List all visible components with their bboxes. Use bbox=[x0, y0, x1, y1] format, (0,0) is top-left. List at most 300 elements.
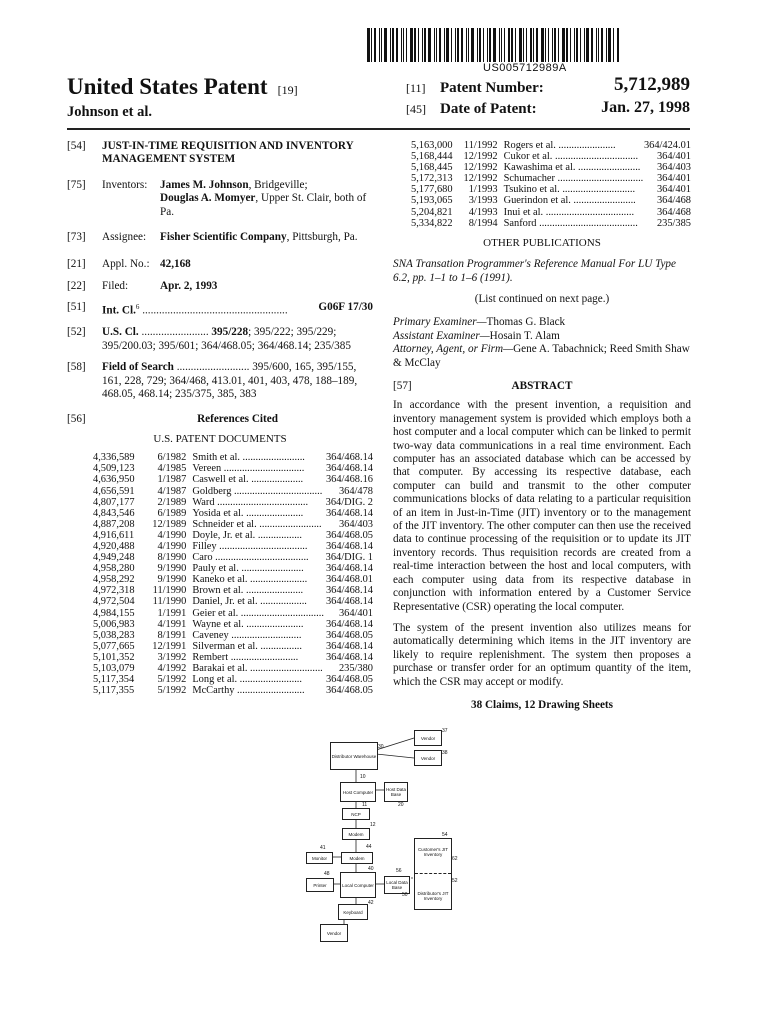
reference-name: Rembert .......................... bbox=[192, 651, 299, 663]
reference-class: 364/468.14 bbox=[325, 618, 373, 630]
barcode-bar bbox=[511, 28, 513, 62]
abstract-paragraph-1: In accordance with the present invention, a requisition and inventory management system is provided which employs both a host computer and a local computer which can be linked to permit two-way data communications in a real time environment. Each computer has an associated database which can be accessed by that computer. By accessing its respective database, each computer can build and transmit to the other computer communications blocks of data relating to a particular requisition of an item in Just-in-Time (JIT) inventory or to the management of the JIT inventory. The other computer can then use the received data to continue processing of the requisition or to update its JIT inventory records. Thus requisition records are created from a real-time interaction between the host and local computers, with each computer using data from its respective database in conjunction with information entered by a Customer Service Representative (CSR) operating the local computer. bbox=[393, 399, 691, 613]
examiners bbox=[393, 316, 691, 370]
reference-date: 1/1991 bbox=[157, 607, 187, 619]
barcode-bar bbox=[574, 28, 575, 62]
reference-row bbox=[93, 663, 373, 674]
barcode-bar bbox=[422, 28, 423, 62]
barcode-bar bbox=[576, 28, 578, 62]
barcode-bar bbox=[584, 28, 585, 62]
reference-name: Vereen ............................... bbox=[192, 463, 305, 475]
ref-numeral: 37 bbox=[442, 728, 448, 734]
primary-examiner: Thomas G. Black bbox=[486, 316, 566, 329]
barcode-bar bbox=[598, 28, 599, 62]
reference-name: Yosida et al. ...................... bbox=[192, 507, 304, 519]
int-cl-value bbox=[102, 301, 373, 318]
reference-row bbox=[411, 173, 691, 184]
barcode-bar bbox=[434, 28, 435, 62]
vendor-box-top: Vendor bbox=[414, 730, 442, 746]
field-tag: [21] bbox=[67, 258, 86, 271]
distributor-warehouse-box: Distributor Warehouse bbox=[330, 742, 378, 770]
reference-row bbox=[411, 195, 691, 206]
reference-number: 4,972,318 bbox=[93, 585, 135, 597]
reference-number: 4,984,155 bbox=[93, 607, 135, 619]
link-warehouse-vendor-mid bbox=[376, 754, 414, 758]
reference-name: Guerindon et al. ........................ bbox=[503, 195, 636, 207]
reference-class: 364/468.14 bbox=[325, 563, 373, 575]
assignee-label: Assignee: bbox=[102, 231, 147, 244]
ref-numeral: 54 bbox=[442, 832, 448, 838]
field-tag: [73] bbox=[67, 231, 86, 244]
barcode-bar bbox=[428, 28, 431, 62]
barcode-bar bbox=[374, 28, 376, 62]
barcode-bar bbox=[533, 28, 534, 62]
reference-date: 6/1989 bbox=[157, 507, 187, 519]
barcode-bar bbox=[552, 28, 553, 62]
local-database-box: Local Data Base bbox=[384, 876, 410, 894]
reference-number: 4,958,292 bbox=[93, 574, 135, 586]
host-computer-box: Host Computer bbox=[340, 782, 376, 802]
reference-name: Smith et al. ........................ bbox=[192, 452, 305, 464]
barcode-bar bbox=[477, 28, 478, 62]
reference-class: 364/468.05 bbox=[325, 674, 373, 686]
barcode-bar bbox=[508, 28, 510, 62]
barcode-bar bbox=[530, 28, 532, 62]
barcode-bar bbox=[562, 28, 565, 62]
barcode-bar bbox=[367, 28, 370, 62]
modem-upper-box: Modem bbox=[342, 828, 370, 840]
reference-number: 5,172,313 bbox=[411, 173, 453, 185]
us-cl-value bbox=[102, 326, 373, 353]
barcode-bar bbox=[570, 28, 571, 62]
document-title bbox=[67, 74, 298, 100]
distributor-jit-label: Distributor's JIT Inventory bbox=[417, 890, 449, 901]
assignee-loc: , Pittsburgh, Pa. bbox=[286, 231, 358, 244]
barcode-bar bbox=[390, 28, 391, 62]
assignee-field bbox=[67, 231, 373, 244]
barcode-bar bbox=[545, 28, 546, 62]
reference-class: 364/478 bbox=[338, 485, 373, 497]
barcode-bar bbox=[499, 28, 500, 62]
field-tag: [56] bbox=[67, 413, 86, 426]
reference-number: 5,117,354 bbox=[93, 674, 135, 686]
reference-number: 5,168,445 bbox=[411, 162, 453, 174]
reference-row bbox=[93, 619, 373, 630]
ref-numeral: 44 bbox=[366, 844, 372, 850]
reference-name: McCarthy .......................... bbox=[192, 685, 305, 697]
reference-date: 1/1993 bbox=[468, 184, 498, 196]
reference-date: 1/1987 bbox=[157, 474, 187, 486]
reference-row bbox=[411, 140, 691, 151]
ref-numeral: 12 bbox=[370, 822, 376, 828]
barcode-bar bbox=[493, 28, 496, 62]
reference-row bbox=[93, 452, 373, 463]
reference-number: 5,204,821 bbox=[411, 206, 453, 218]
inventor-1-loc: , Bridgeville; bbox=[248, 178, 308, 191]
attorney-line bbox=[393, 343, 691, 370]
reference-row bbox=[93, 519, 373, 530]
reference-date: 5/1992 bbox=[157, 674, 187, 686]
ref-numeral: 56 bbox=[396, 868, 402, 874]
barcode-bar bbox=[439, 28, 441, 62]
reference-number: 4,807,177 bbox=[93, 496, 135, 508]
reference-class: 364/401 bbox=[656, 173, 691, 185]
attorney-label: Attorney, Agent, or Firm— bbox=[393, 343, 514, 356]
reference-name: Kawashima et al. ........................ bbox=[503, 162, 641, 174]
inventor-2: Douglas A. Momyer bbox=[160, 192, 256, 205]
filed-field bbox=[67, 280, 373, 293]
barcode-bar bbox=[566, 28, 568, 62]
other-pubs-title: OTHER PUBLICATIONS bbox=[483, 236, 601, 249]
reference-name: Schumacher ................................. bbox=[503, 173, 644, 185]
barcode-bar bbox=[558, 28, 559, 62]
reference-row bbox=[93, 608, 373, 619]
reference-row bbox=[93, 685, 373, 696]
barcode-bar bbox=[471, 28, 474, 62]
ref-numeral: 38 bbox=[442, 750, 448, 756]
reference-row bbox=[93, 497, 373, 508]
ref-numeral: 42 bbox=[368, 900, 374, 906]
claims-count: 38 Claims, 12 Drawing Sheets bbox=[470, 698, 614, 711]
reference-date: 12/1992 bbox=[463, 162, 498, 174]
reference-class: 364/468.05 bbox=[325, 629, 373, 641]
us-cl-label: U.S. Cl. bbox=[102, 326, 139, 339]
barcode-bar bbox=[414, 28, 416, 62]
ref-numeral: 62 bbox=[452, 856, 458, 862]
ref-numeral: 30 bbox=[378, 744, 384, 750]
reference-number: 5,103,079 bbox=[93, 663, 135, 675]
reference-row bbox=[93, 541, 373, 552]
reference-number: 4,843,546 bbox=[93, 507, 135, 519]
barcode-bar bbox=[444, 28, 445, 62]
patent-number-line bbox=[406, 80, 544, 97]
patent-number-tag: [11] bbox=[406, 81, 426, 95]
reference-row bbox=[411, 151, 691, 162]
barcode-bar bbox=[554, 28, 556, 62]
ref-numeral: 48 bbox=[324, 871, 330, 877]
barcode-bar bbox=[489, 28, 491, 62]
field-tag: [52] bbox=[67, 326, 86, 339]
front-page-drawing bbox=[296, 728, 468, 948]
reference-date: 11/1992 bbox=[463, 140, 498, 151]
reference-date: 8/1994 bbox=[468, 217, 498, 229]
barcode-bar bbox=[384, 28, 387, 62]
reference-row bbox=[93, 574, 373, 585]
ref-numeral: 11 bbox=[362, 802, 368, 808]
reference-number: 5,117,355 bbox=[93, 685, 135, 697]
barcode-bar bbox=[526, 28, 527, 62]
patent-number-label: Patent Number: bbox=[440, 80, 544, 96]
reference-date: 3/1993 bbox=[468, 195, 498, 207]
ref-numeral: 50 bbox=[402, 892, 408, 898]
reference-number: 4,949,248 bbox=[93, 552, 135, 564]
barcode-bar bbox=[613, 28, 614, 62]
continued-references-table bbox=[411, 140, 691, 229]
reference-name: Doyle, Jr. et al. ................. bbox=[192, 529, 302, 541]
reference-date: 4/1990 bbox=[157, 540, 187, 552]
assistant-examiner-line bbox=[393, 330, 691, 343]
appl-no-field bbox=[67, 258, 373, 271]
reference-date: 12/1992 bbox=[463, 173, 498, 185]
reference-name: Wayne et al. ...................... bbox=[192, 618, 304, 630]
assignee-value bbox=[160, 231, 373, 244]
barcode bbox=[367, 28, 691, 62]
reference-class: 364/468 bbox=[656, 195, 691, 207]
reference-name: Goldberg .................................. bbox=[192, 485, 323, 497]
reference-row bbox=[411, 207, 691, 218]
reference-row bbox=[411, 184, 691, 195]
barcode-bar bbox=[479, 28, 481, 62]
reference-number: 4,972,504 bbox=[93, 596, 135, 608]
ref-numeral: 10 bbox=[360, 774, 366, 780]
barcode-bar bbox=[487, 28, 488, 62]
reference-name: Caro .................................... bbox=[192, 552, 309, 564]
date-label: Date of Patent: bbox=[440, 101, 537, 117]
barcode-bar bbox=[601, 28, 603, 62]
reference-class: 364/468.14 bbox=[325, 507, 373, 519]
barcode-bar bbox=[461, 28, 463, 62]
reference-date: 8/1990 bbox=[157, 552, 187, 564]
reference-class: 364/468.14 bbox=[325, 585, 373, 597]
reference-number: 4,636,950 bbox=[93, 474, 135, 486]
assistant-examiner: Hosain T. Alam bbox=[489, 329, 560, 342]
reference-class: 364/DIG. 1 bbox=[325, 552, 373, 564]
barcode-bar bbox=[515, 28, 516, 62]
reference-date: 12/1989 bbox=[152, 518, 187, 530]
ref-numeral: 20 bbox=[398, 802, 404, 808]
us-references-table bbox=[93, 452, 373, 696]
ncp-box: NCP bbox=[342, 808, 370, 820]
abstract bbox=[393, 399, 691, 689]
reference-number: 4,887,208 bbox=[93, 518, 135, 530]
barcode-bar bbox=[580, 28, 581, 62]
reference-row bbox=[93, 486, 373, 497]
barcode-bar bbox=[501, 28, 502, 62]
reference-date: 9/1990 bbox=[157, 563, 187, 575]
reference-number: 4,958,280 bbox=[93, 563, 135, 575]
barcode-bar bbox=[403, 28, 404, 62]
reference-class: 364/468.16 bbox=[325, 474, 373, 486]
jit-inventory-box bbox=[414, 838, 452, 910]
field-tag: [22] bbox=[67, 279, 86, 292]
barcode-bar bbox=[596, 28, 597, 62]
reference-number: 4,509,123 bbox=[93, 463, 135, 475]
reference-date: 4/1987 bbox=[157, 485, 187, 497]
reference-name: Silverman et al. ................ bbox=[192, 640, 302, 652]
barcode-bar bbox=[379, 28, 380, 62]
reference-class: 235/385 bbox=[656, 217, 691, 229]
reference-date: 4/1990 bbox=[157, 529, 187, 541]
filed-value: Apr. 2, 1993 bbox=[160, 279, 218, 292]
barcode-bar bbox=[523, 28, 524, 62]
barcode-bar bbox=[519, 28, 522, 62]
reference-number: 4,656,591 bbox=[93, 485, 135, 497]
jit-divider bbox=[415, 873, 451, 874]
patent-number: 5,712,989 bbox=[614, 74, 690, 95]
reference-row bbox=[93, 552, 373, 563]
local-computer-box: Local Computer bbox=[340, 872, 376, 898]
reference-number: 5,101,352 bbox=[93, 651, 135, 663]
reference-name: Cukor et al. ................................ bbox=[503, 151, 639, 163]
modem-lower-box: Modem bbox=[341, 852, 373, 864]
reference-row bbox=[93, 674, 373, 685]
barcode-bar bbox=[541, 28, 544, 62]
customer-jit-label: Customer's JIT Inventory bbox=[417, 847, 449, 858]
reference-number: 5,006,983 bbox=[93, 618, 135, 630]
reference-number: 5,163,000 bbox=[411, 140, 453, 151]
field-tag: [51] bbox=[67, 301, 86, 314]
reference-row bbox=[93, 474, 373, 485]
appl-value: 42,168 bbox=[160, 258, 191, 271]
barcode-bar bbox=[606, 28, 607, 62]
refs-field bbox=[67, 413, 373, 426]
barcode-bar bbox=[392, 28, 394, 62]
appl-label: Appl. No.: bbox=[102, 258, 150, 271]
reference-row bbox=[93, 652, 373, 663]
printer-box: Printer bbox=[306, 878, 334, 892]
reference-number: 4,916,611 bbox=[93, 529, 135, 541]
ref-numeral: 41 bbox=[320, 845, 326, 851]
reference-name: Inui et al. .................................. bbox=[503, 206, 635, 218]
barcode-bar bbox=[424, 28, 426, 62]
reference-date: 11/1990 bbox=[152, 596, 187, 608]
reference-class: 364/468.14 bbox=[325, 463, 373, 475]
reference-row bbox=[93, 463, 373, 474]
reference-class: 364/401 bbox=[656, 151, 691, 163]
reference-row bbox=[93, 641, 373, 652]
barcode-bar bbox=[608, 28, 611, 62]
reference-number: 5,177,680 bbox=[411, 184, 453, 196]
left-column bbox=[67, 140, 373, 696]
barcode-bar bbox=[455, 28, 456, 62]
assignee-name: Fisher Scientific Company bbox=[160, 231, 287, 244]
host-database-box: Host Data Base bbox=[384, 782, 408, 802]
reference-class: 364/468.05 bbox=[325, 529, 373, 541]
abstract-heading bbox=[393, 380, 691, 393]
reference-date: 9/1990 bbox=[157, 574, 187, 586]
barcode-bar bbox=[401, 28, 402, 62]
reference-row bbox=[93, 630, 373, 641]
abstract-paragraph-2: The system of the present invention also utilizes means for automatically determining which items in the JIT inventory are likely to require replenishment. The system then proposes a purchase or transfer order for an optimum quantity of the item, which the CSR may accept or modify. bbox=[393, 621, 691, 688]
reference-name: Barakai et al. ............................ bbox=[192, 663, 323, 675]
reference-date: 4/1993 bbox=[468, 206, 498, 218]
search-value bbox=[102, 361, 373, 401]
barcode-bar bbox=[591, 28, 593, 62]
reference-date: 12/1991 bbox=[152, 640, 187, 652]
primary-examiner-label: Primary Examiner— bbox=[393, 316, 487, 329]
barcode-bar bbox=[536, 28, 538, 62]
reference-date: 4/1991 bbox=[157, 618, 187, 630]
reference-class: 364/468.14 bbox=[325, 640, 373, 652]
inventors-value bbox=[160, 179, 373, 219]
reference-number: 4,336,589 bbox=[93, 452, 135, 464]
reference-row bbox=[93, 508, 373, 519]
reference-name: Schneider et al. ........................ bbox=[192, 518, 322, 530]
inventor-1: James M. Johnson bbox=[160, 178, 249, 191]
int-cl-dots: .................................................... bbox=[139, 304, 288, 317]
us-cl-main: 395/228 bbox=[211, 326, 249, 339]
ref-numeral: 40 bbox=[368, 866, 374, 872]
us-cl-field bbox=[67, 326, 373, 353]
reference-number: 5,168,444 bbox=[411, 151, 453, 163]
header-rule bbox=[67, 128, 690, 130]
title-code: [19] bbox=[277, 83, 298, 97]
reference-date: 6/1982 bbox=[157, 452, 187, 464]
reference-class: 364/403 bbox=[338, 518, 373, 530]
inventors-field bbox=[67, 179, 373, 219]
reference-class: 364/468.14 bbox=[325, 596, 373, 608]
us-cl-rest: ; 395/222; 395/229; 395/200.03; 395/601; 364/468.05; 364/468.14; 235/385 bbox=[102, 326, 351, 352]
reference-class: 364/403 bbox=[656, 162, 691, 174]
reference-date: 5/1992 bbox=[157, 685, 187, 697]
primary-examiner-line bbox=[393, 316, 691, 329]
reference-class: 364/468.14 bbox=[325, 540, 373, 552]
reference-name: Kaneko et al. ...................... bbox=[192, 574, 308, 586]
date-tag: [45] bbox=[406, 102, 426, 116]
vendor-box-bottom: Vendor bbox=[320, 924, 348, 942]
us-cl-dots: ........................ bbox=[138, 326, 209, 339]
reference-number: 4,920,488 bbox=[93, 540, 135, 552]
barcode-bar bbox=[586, 28, 589, 62]
reference-row bbox=[93, 585, 373, 596]
reference-row bbox=[93, 530, 373, 541]
invention-title: JUST-IN-TIME REQUISITION AND INVENTORY MANAGEMENT SYSTEM bbox=[102, 140, 354, 166]
reference-class: 364/468.14 bbox=[325, 452, 373, 464]
field-tag: [54] bbox=[67, 140, 86, 152]
reference-date: 11/1990 bbox=[152, 585, 187, 597]
barcode-bar bbox=[468, 28, 469, 62]
reference-date: 4/1985 bbox=[157, 463, 187, 475]
barcode-bar bbox=[371, 28, 372, 62]
barcode-bar bbox=[504, 28, 505, 62]
reference-name: Caveney ........................... bbox=[192, 629, 302, 641]
reference-class: 364/401 bbox=[338, 607, 373, 619]
barcode-bar bbox=[548, 28, 549, 62]
barcode-bar bbox=[381, 28, 382, 62]
keyboard-box: Keyboard bbox=[338, 904, 368, 920]
inventors-short: Johnson et al. bbox=[67, 104, 153, 120]
barcode-bar bbox=[396, 28, 398, 62]
reference-class: 364/468 bbox=[656, 206, 691, 218]
barcode-bar bbox=[418, 28, 419, 62]
int-cl-field bbox=[67, 301, 373, 318]
reference-class: 364/468.01 bbox=[325, 574, 373, 586]
int-cl-label: Int. Cl. bbox=[102, 304, 136, 317]
reference-class: 364/424.01 bbox=[643, 140, 691, 151]
barcode-bar bbox=[436, 28, 437, 62]
reference-row bbox=[93, 563, 373, 574]
reference-name: Long et al. ........................ bbox=[192, 674, 302, 686]
other-publication: SNA Transation Programmer's Reference Manual For LU Type 6.2, pp. 1–1 to 1–6 (1991). bbox=[393, 258, 676, 284]
ref-numeral: 52 bbox=[452, 878, 458, 884]
abstract-title: ABSTRACT bbox=[511, 380, 573, 392]
search-classes: .......................... 395/600, 165, 395/155, 161, 228, 729; 364/468, 413.01, 401, 403, 478, 188–189, 468.05, 468.14; 235/375, 385, 383 bbox=[102, 361, 358, 401]
barcode-bar bbox=[466, 28, 467, 62]
inventor-2-loc: , Upper St. Clair, both of Pa. bbox=[160, 192, 367, 218]
us-docs-title: U.S. PATENT DOCUMENTS bbox=[153, 432, 287, 445]
reference-name: Ward ................................... bbox=[192, 496, 309, 508]
date-of-patent: Jan. 27, 1998 bbox=[601, 99, 690, 116]
barcode-bar bbox=[617, 28, 619, 62]
barcode-bar bbox=[483, 28, 484, 62]
reference-name: Filley .................................. bbox=[192, 540, 308, 552]
reference-number: 5,334,822 bbox=[411, 217, 453, 229]
search-label: Field of Search bbox=[102, 361, 174, 374]
reference-name: Rogers et al. ...................... bbox=[503, 140, 616, 151]
reference-class: 235/380 bbox=[338, 663, 373, 675]
reference-name: Daniel, Jr. et al. .................. bbox=[192, 596, 307, 608]
attorney: Gene A. Tabachnick; Reed Smith Shaw & McClay bbox=[393, 343, 690, 369]
